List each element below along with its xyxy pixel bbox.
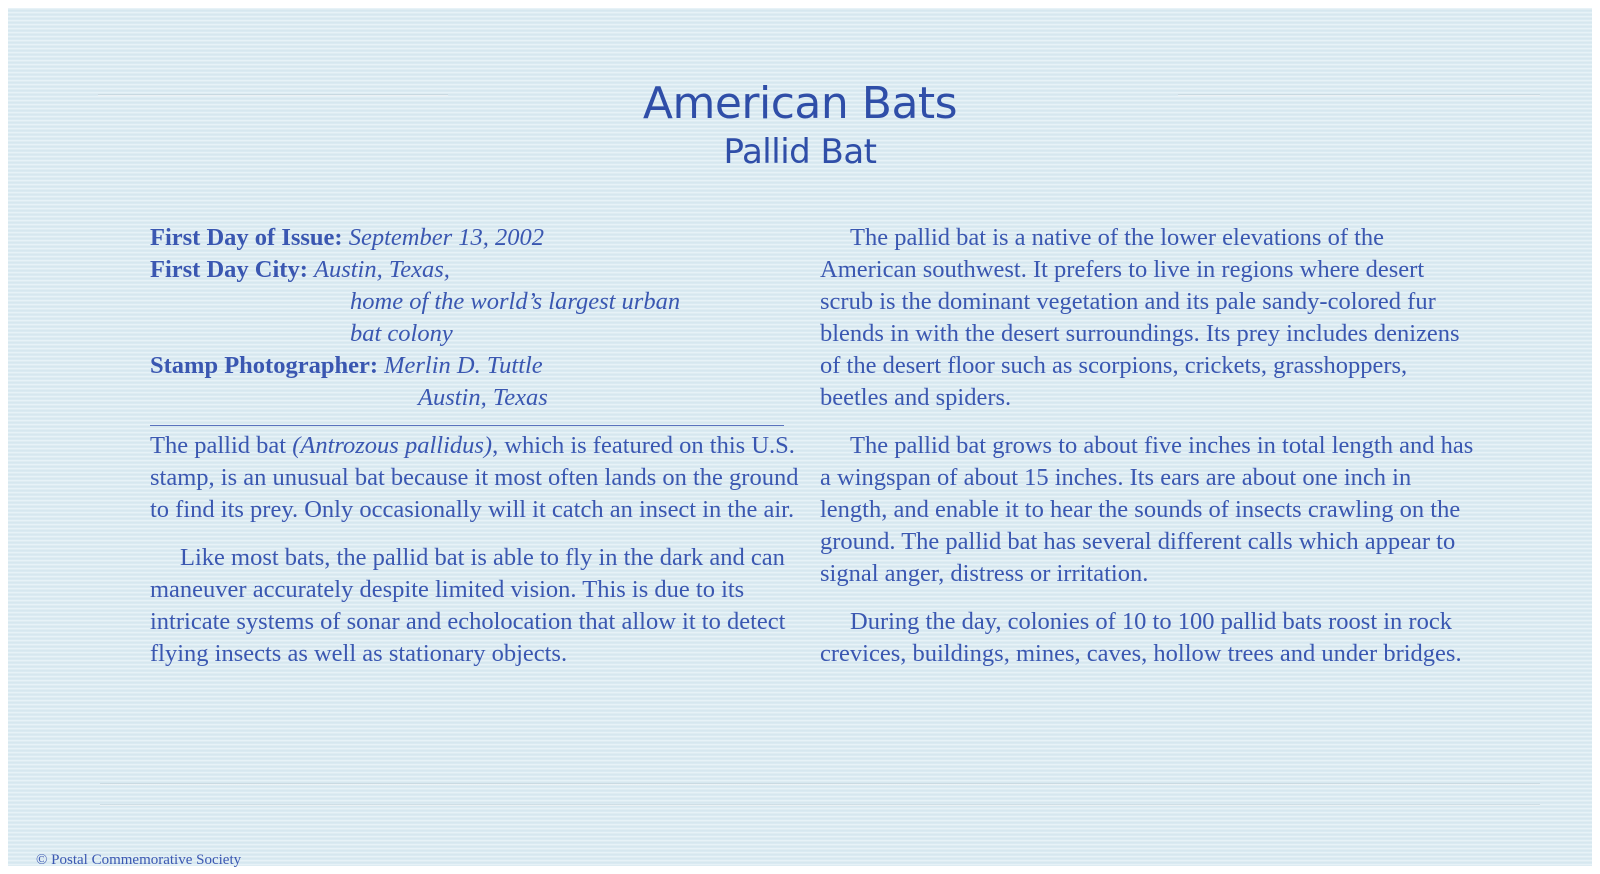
first-day-city-line3 xyxy=(150,318,790,350)
scientific-name: (Antrozous pallidus) xyxy=(292,432,493,459)
left-text-column xyxy=(150,430,800,686)
embossed-border-bottom-inner xyxy=(100,804,1540,806)
embossed-border-bottom xyxy=(100,783,1540,785)
left-paragraph-2: Like most bats, the pallid bat is able to fly in the dark and can maneuver accurately despite limited vision. This is due to its intricate systems of sonar and echolocation that allow it to detect flying insects as well as stationary objects. xyxy=(150,544,786,667)
photographer-label: Stamp Photographer: xyxy=(150,352,378,379)
right-paragraph-2: The pallid bat grows to about five inches in total length and has a wingspan of about 15 inches. Its ears are about one inch in length, and enable it to hear the sounds of insects crawling on the ground. The pallid bat has several different calls which appear to signal anger, distress or irritation. xyxy=(820,432,1474,587)
first-day-city-note-end: bat colony xyxy=(350,320,453,347)
copyright-notice: © Postal Commemorative Society xyxy=(36,852,242,868)
left-paragraph-1-start: The pallid bat xyxy=(150,432,293,459)
left-paragraph-1-end: , which is featured on this U.S. stamp, is an unusual bat because it most often lands on the ground to find its prey. Only occasionally will it catch an insect in the air. xyxy=(150,432,799,523)
first-day-value: September 13, 2002 xyxy=(348,224,545,251)
photographer-city: Austin, Texas xyxy=(418,384,548,411)
first-day-label: First Day of Issue: xyxy=(150,224,343,251)
first-day-row xyxy=(150,222,790,254)
first-day-city-note: home of the world’s largest urban xyxy=(350,288,681,315)
divider-line xyxy=(150,425,784,426)
first-day-city-label: First Day City: xyxy=(150,256,308,283)
photographer-city-row xyxy=(150,382,790,414)
first-day-city-value: Austin, Texas, xyxy=(313,256,450,283)
first-day-city-line2 xyxy=(150,286,790,318)
photographer-row xyxy=(150,350,790,382)
issue-info-block xyxy=(150,222,790,414)
page-subtitle: Pallid Bat xyxy=(723,132,877,172)
right-text-column xyxy=(820,222,1480,686)
photographer-name: Merlin D. Tuttle xyxy=(384,352,543,379)
first-day-city-row xyxy=(150,254,790,286)
page-title: American Bats xyxy=(642,78,958,129)
right-paragraph-1: The pallid bat is a native of the lower elevations of the American southwest. It prefers to live in regions where desert scrub is the dominant vegetation and its pale sandy-colored fur blends in with the desert surroundings. Its prey includes denizens of the desert floor such as scorpions, crickets, grasshoppers, beetles and spiders. xyxy=(820,224,1460,411)
right-paragraph-3: During the day, colonies of 10 to 100 pallid bats roost in rock crevices, buildings, mines, caves, hollow trees and under bridges. xyxy=(820,608,1462,667)
left-paragraph-1 xyxy=(150,430,800,526)
